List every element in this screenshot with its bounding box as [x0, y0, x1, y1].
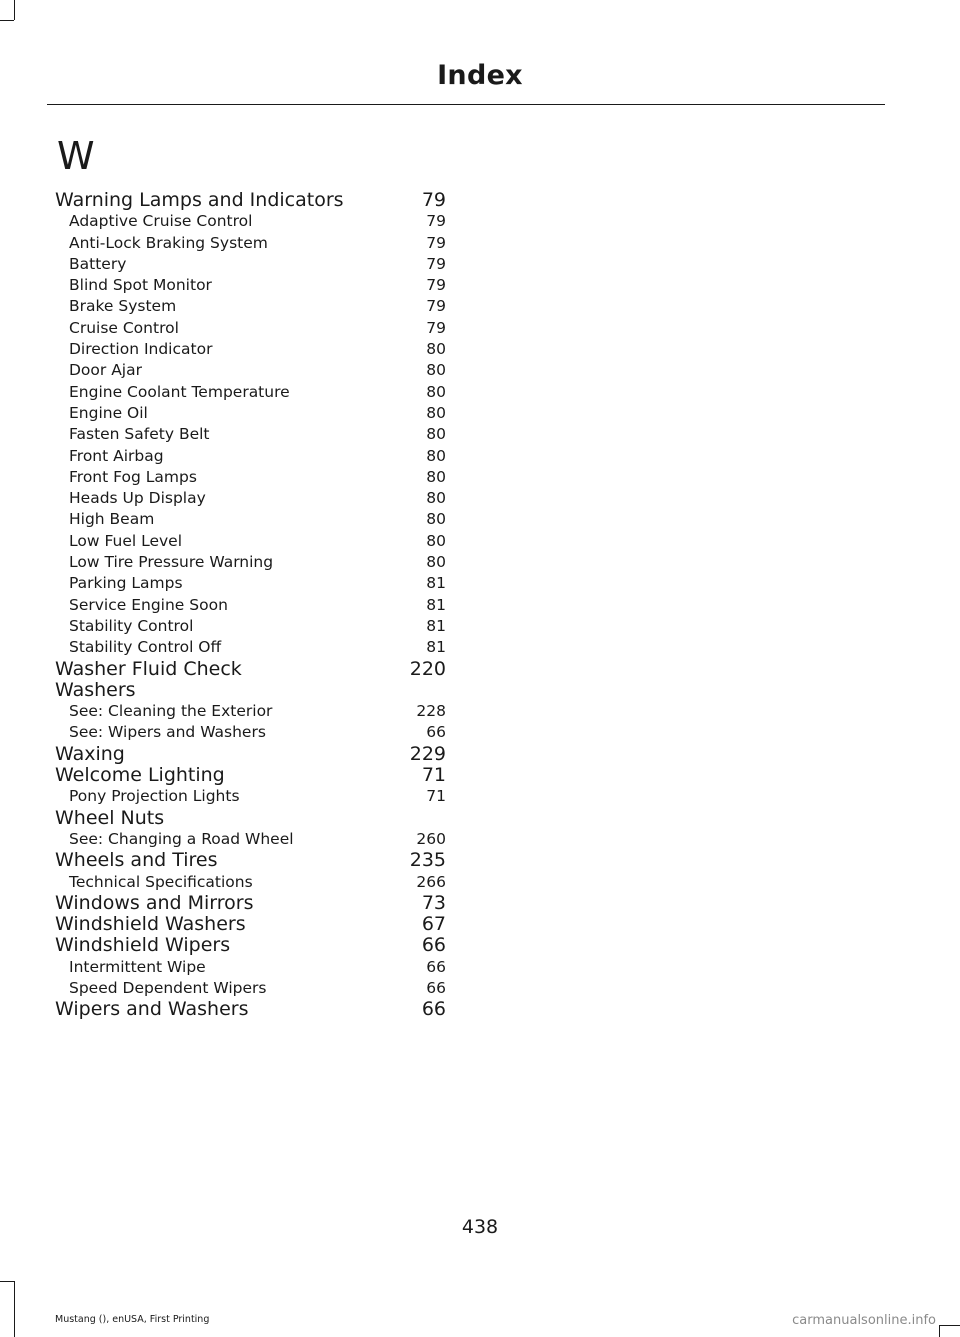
entry-text: Washers — [55, 679, 136, 701]
index-subentry — [55, 531, 446, 552]
entry-page: 79 — [426, 233, 446, 252]
index-entry — [55, 744, 446, 765]
index-entry — [55, 190, 446, 211]
index-subentry — [55, 978, 446, 999]
entry-text: Intermittent Wipe — [69, 957, 206, 976]
entry-text: Door Ajar — [69, 361, 142, 380]
index-subentry — [55, 829, 446, 850]
index-subentry — [55, 595, 446, 616]
entry-text: Battery — [69, 254, 127, 273]
entry-text: Speed Dependent Wipers — [69, 978, 267, 997]
crop-mark — [14, 0, 15, 20]
entry-text: Pony Projection Lights — [69, 787, 240, 806]
index-entry — [55, 765, 446, 786]
entry-page: 220 — [409, 658, 446, 680]
entry-page: 79 — [426, 254, 446, 273]
page-number: 438 — [461, 1216, 499, 1238]
entry-page: 80 — [426, 489, 446, 508]
entry-text: Anti-Lock Braking System — [69, 233, 268, 252]
index-entry — [55, 680, 446, 701]
index-subentry — [55, 616, 446, 637]
entry-page: 235 — [409, 850, 446, 872]
index-subentry — [55, 296, 446, 317]
crop-mark — [0, 1281, 14, 1282]
entry-page: 80 — [426, 467, 446, 486]
entry-page: 80 — [426, 446, 446, 465]
entry-text: Front Fog Lamps — [69, 467, 197, 486]
entry-text: Wheels and Tires — [55, 850, 218, 872]
entry-page: 66 — [426, 978, 446, 997]
entry-text: Welcome Lighting — [55, 765, 225, 787]
index-entry — [55, 893, 446, 914]
index-subentry — [55, 637, 446, 658]
entry-page: 80 — [426, 553, 446, 572]
entry-page: 228 — [416, 702, 446, 721]
entry-text: Washer Fluid Check — [55, 658, 242, 680]
index-subentry — [55, 403, 446, 424]
entry-page: 266 — [416, 872, 446, 891]
entry-page: 80 — [426, 403, 446, 422]
index-entry — [55, 850, 446, 871]
index-subentry — [55, 339, 446, 360]
index-subentry — [55, 360, 446, 381]
header-rule — [47, 104, 885, 105]
index-subentry — [55, 254, 446, 275]
index-subentry — [55, 233, 446, 254]
index-subentry — [55, 424, 446, 445]
entry-page: 80 — [426, 361, 446, 380]
entry-page: 80 — [426, 382, 446, 401]
entry-text: Parking Lamps — [69, 574, 183, 593]
entry-text: Windshield Wipers — [55, 935, 231, 957]
index-entry — [55, 935, 446, 956]
entry-text: Engine Coolant Temperature — [69, 382, 290, 401]
entry-page: 80 — [426, 340, 446, 359]
entry-page: 79 — [426, 276, 446, 295]
index-entry — [55, 808, 446, 829]
entry-page: 81 — [426, 638, 446, 657]
crop-mark — [939, 1325, 960, 1326]
entry-text: High Beam — [69, 510, 155, 529]
entry-text: Cruise Control — [69, 318, 179, 337]
entry-text: Service Engine Soon — [69, 595, 228, 614]
entry-page: 79 — [421, 190, 446, 211]
entry-text: Windshield Washers — [55, 914, 246, 936]
entry-text: Fasten Safety Belt — [69, 425, 210, 444]
entry-text: Blind Spot Monitor — [69, 276, 212, 295]
entry-page: 80 — [426, 531, 446, 550]
crop-mark — [939, 1325, 940, 1337]
entry-text: Windows and Mirrors — [55, 892, 254, 914]
entry-page: 79 — [426, 318, 446, 337]
index-subentry — [55, 509, 446, 530]
entry-page: 67 — [421, 914, 446, 936]
entry-page: 260 — [416, 829, 446, 848]
watermark: carmanualsonline.info — [792, 1313, 936, 1328]
entry-text: Direction Indicator — [69, 340, 213, 359]
entry-page: 79 — [426, 212, 446, 231]
index-list — [55, 190, 446, 1021]
entry-page: 71 — [421, 765, 446, 787]
entry-text: Adaptive Cruise Control — [69, 212, 253, 231]
entry-text: See: Changing a Road Wheel — [69, 829, 294, 848]
page-header-title: Index — [437, 60, 523, 91]
index-subentry — [55, 701, 446, 722]
entry-text: Waxing — [55, 743, 125, 765]
entry-page: 81 — [426, 595, 446, 614]
index-subentry — [55, 275, 446, 296]
index-entry — [55, 659, 446, 680]
entry-page: 80 — [426, 510, 446, 529]
entry-page: 66 — [426, 723, 446, 742]
entry-text: Warning Lamps and Indicators — [55, 190, 344, 211]
entry-text: Brake System — [69, 297, 177, 316]
index-subentry — [55, 872, 446, 893]
crop-mark — [14, 1281, 15, 1337]
index-subentry — [55, 382, 446, 403]
entry-page: 66 — [421, 999, 446, 1021]
index-entry — [55, 999, 446, 1020]
index-subentry — [55, 318, 446, 339]
index-subentry — [55, 211, 446, 232]
index-subentry — [55, 446, 446, 467]
entry-text: Stability Control — [69, 616, 194, 635]
entry-text: Low Fuel Level — [69, 531, 183, 550]
entry-page: 79 — [426, 297, 446, 316]
entry-page: 229 — [409, 743, 446, 765]
footer-text: Mustang (), enUSA, First Printing — [55, 1314, 210, 1325]
index-subentry — [55, 573, 446, 594]
index-entry — [55, 914, 446, 935]
entry-text: See: Wipers and Washers — [69, 723, 266, 742]
entry-text: See: Cleaning the Exterior — [69, 702, 273, 721]
entry-page: 73 — [421, 892, 446, 914]
entry-page: 80 — [426, 425, 446, 444]
crop-mark — [0, 20, 14, 21]
entry-text: Wipers and Washers — [55, 999, 249, 1021]
entry-text: Engine Oil — [69, 403, 148, 422]
entry-text: Stability Control Off — [69, 638, 222, 657]
entry-page: 81 — [426, 574, 446, 593]
entry-text: Technical Specifications — [69, 872, 253, 891]
entry-page: 66 — [421, 935, 446, 957]
index-subentry — [55, 957, 446, 978]
entry-text: Low Tire Pressure Warning — [69, 553, 274, 572]
entry-text: Front Airbag — [69, 446, 164, 465]
entry-page: 81 — [426, 616, 446, 635]
entry-text: Heads Up Display — [69, 489, 206, 508]
section-letter: W — [57, 134, 95, 178]
index-subentry — [55, 722, 446, 743]
index-subentry — [55, 467, 446, 488]
entry-page: 66 — [426, 957, 446, 976]
index-subentry — [55, 488, 446, 509]
index-subentry — [55, 786, 446, 807]
index-subentry — [55, 552, 446, 573]
entry-page: 71 — [426, 787, 446, 806]
entry-text: Wheel Nuts — [55, 807, 165, 829]
